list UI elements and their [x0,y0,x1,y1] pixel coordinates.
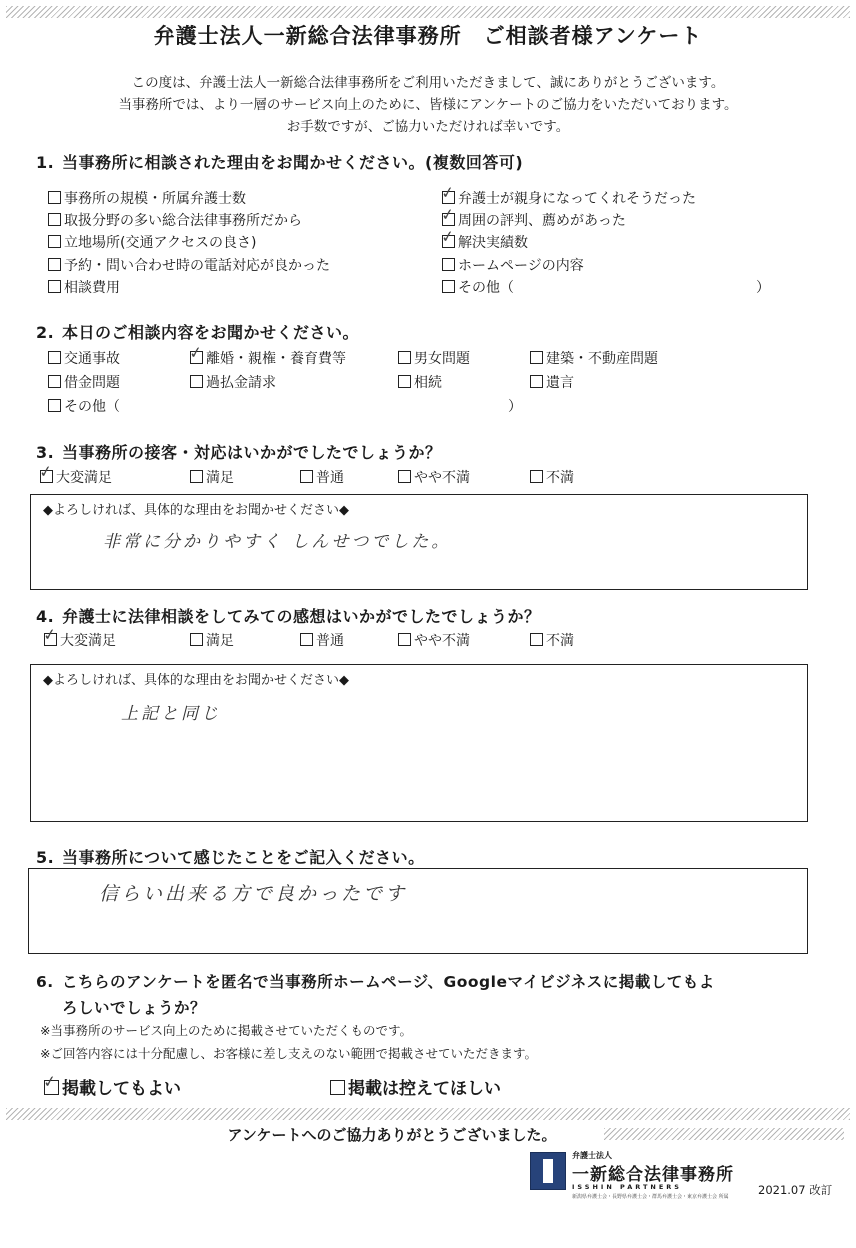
q1-title: 当事務所に相談された理由をお聞かせください。(複数回答可) [62,153,524,172]
q6-title-line2: ろしいでしょうか？ [62,999,207,1017]
q2-option-7[interactable]: 遺言 [530,372,574,392]
checkbox[interactable] [190,375,203,388]
q1-other-close: ） [756,280,770,296]
q4-option-3[interactable]: やや不満 [398,630,470,650]
q6-option-yes[interactable]: ✓ 掲載してもよい [41,1071,181,1099]
checkbox[interactable] [300,633,313,646]
q5-comment-text: 信らい出来る方で良かったです [99,883,408,905]
checkbox-checked[interactable] [439,226,456,248]
q4-comment-label: ◆よろしければ、具体的な理由をお聞かせください◆ [43,673,349,688]
logo-small-text: 弁護士法人 [572,1151,612,1160]
q2-option-0[interactable]: 交通事故 [48,348,120,368]
q4-number: 4. [36,607,55,626]
checkbox[interactable] [48,280,61,293]
bottom-stripe [6,1108,850,1120]
q3-heading [36,440,442,463]
q3-option-0[interactable]: ✓ 大変満足 [37,461,112,486]
page-title: 弁護士法人一新総合法律事務所 ご相談者様アンケート [153,24,703,48]
q6-note-2: ※ご回答内容には十分配慮し、お客様に差し支えのない範囲で掲載させていただきます。 [40,1046,537,1061]
q1-option-0[interactable]: 事務所の規模・所属弁護士数 [48,188,246,208]
q5-number: 5. [36,848,55,867]
revision-date: 2021.07 改訂 [758,1183,833,1197]
checkbox[interactable] [530,633,543,646]
checkbox[interactable] [530,375,543,388]
q4-option-0[interactable]: ✓ 大変満足 [41,624,116,649]
q6-heading [36,970,715,992]
checkbox[interactable] [190,633,203,646]
q1-option-9[interactable]: その他（ [442,277,514,297]
q6-option-no[interactable]: 掲載は控えてほしい [330,1074,501,1099]
q3-comment-text: 非常に分かりやすく しんせつでした。 [103,532,452,552]
q2-option-5[interactable]: 過払金請求 [190,372,276,392]
q4-option-1[interactable]: 満足 [190,630,234,650]
logo-affiliation: 新潟県弁護士会・長野県弁護士会・群馬弁護士会・東京弁護士会 所属 [572,1194,729,1200]
check-mark-icon: ✓ [187,342,204,363]
q1-option-5[interactable]: ✓ 弁護士が親身になってくれそうだった [439,182,696,207]
checkbox[interactable] [530,351,543,364]
q1-option-6[interactable]: ✓ 周囲の評判、薦めがあった [439,204,626,229]
q3-option-4[interactable]: 不満 [530,467,574,487]
logo-en: ISSHIN PARTNERS [572,1183,682,1191]
logo-mark-icon [530,1152,566,1190]
checkbox[interactable] [530,470,543,483]
q3-comment-box[interactable] [30,494,808,590]
q4-title: 弁護士に法律相談をしてみての感想はいかがでしたでしょうか？ [62,607,541,626]
checkbox[interactable] [48,258,61,271]
q2-option-2[interactable]: 男女問題 [398,348,470,368]
q1-option-2[interactable]: 立地場所(交通アクセスの良さ) [48,232,257,252]
checkbox[interactable] [398,351,411,364]
checkbox[interactable] [330,1080,345,1095]
checkbox-checked[interactable] [41,1071,59,1095]
intro-line-1: この度は、弁護士法人一新総合法律事務所をご利用いただきまして、誠にありがとうございます。 [131,75,725,91]
q3-option-1[interactable]: 満足 [190,467,234,487]
checkbox-checked[interactable] [37,461,54,483]
checkbox-checked[interactable] [439,204,456,226]
q2-option-1[interactable]: ✓ 離婚・親権・養育費等 [187,342,346,367]
check-mark-icon: ✓ [41,1071,58,1092]
q6-note-1: ※当事務所のサービス向上のために掲載させていただくものです。 [40,1023,412,1038]
checkbox[interactable] [48,351,61,364]
checkbox[interactable] [398,375,411,388]
q1-option-7[interactable]: ✓ 解決実績数 [439,226,528,251]
q1-option-3[interactable]: 予約・問い合わせ時の電話対応が良かった [48,255,330,275]
check-mark-icon: ✓ [41,624,58,645]
q2-option-other[interactable]: その他（ [48,396,120,416]
checkbox[interactable] [48,375,61,388]
checkbox[interactable] [48,399,61,412]
q1-number: 1. [36,153,55,172]
q4-option-2[interactable]: 普通 [300,630,344,650]
checkbox[interactable] [48,235,61,248]
q1-option-1[interactable]: 取扱分野の多い総合法律事務所だから [48,210,302,230]
q2-option-3[interactable]: 建築・不動産問題 [530,348,658,368]
q4-heading [36,604,541,627]
q1-option-8[interactable]: ホームページの内容 [442,255,584,275]
top-stripe [6,6,850,18]
q2-other-close: ） [508,399,522,415]
q2-option-6[interactable]: 相続 [398,372,442,392]
q2-option-4[interactable]: 借金問題 [48,372,120,392]
intro-line-2: 当事務所では、より一層のサービス向上のために、皆様にアンケートのご協力をいただいております。 [118,97,738,113]
checkbox-checked[interactable] [187,342,204,364]
q3-title: 当事務所の接客・対応はいかがでしたでしょうか？ [62,443,442,462]
q3-number: 3. [36,443,55,462]
logo-name: 一新総合法律事務所 [572,1165,734,1185]
q2-number: 2. [36,323,55,342]
checkbox[interactable] [398,470,411,483]
q5-heading [36,845,425,868]
checkbox[interactable] [442,258,455,271]
q6-title-line1: こちらのアンケートを匿名で当事務所ホームページ、Googleマイビジネスに掲載してもよ [62,973,715,991]
q1-option-4[interactable]: 相談費用 [48,277,120,297]
check-mark-icon: ✓ [37,461,54,482]
q2-heading [36,320,359,343]
checkbox[interactable] [300,470,313,483]
q4-option-4[interactable]: 不満 [530,630,574,650]
thanks-message: アンケートへのご協力ありがとうございました。 [227,1126,557,1144]
check-mark-icon: ✓ [439,226,456,247]
checkbox-checked[interactable] [439,182,456,204]
q3-option-2[interactable]: 普通 [300,467,344,487]
q5-title: 当事務所について感じたことをご記入ください。 [62,848,425,867]
intro-text [0,72,856,138]
checkbox[interactable] [48,191,61,204]
q2-title: 本日のご相談内容をお聞かせください。 [62,323,360,342]
q5-comment-box[interactable] [28,868,808,954]
check-mark-icon: ✓ [439,204,456,225]
check-mark-icon: ✓ [439,182,456,203]
q3-option-3[interactable]: やや不満 [398,467,470,487]
q4-comment-text: 上記と同じ [121,704,221,724]
checkbox[interactable] [48,213,61,226]
q4-comment-box[interactable] [30,664,808,822]
q3-comment-label: ◆よろしければ、具体的な理由をお聞かせください◆ [43,503,349,518]
checkbox[interactable] [190,470,203,483]
q1-heading [36,150,523,173]
intro-line-3: お手数ですが、ご協力いただければ幸いです。 [286,119,570,135]
checkbox-checked[interactable] [41,624,58,646]
footer-stripe-right [604,1128,844,1140]
q6-number: 6. [36,973,54,991]
checkbox[interactable] [398,633,411,646]
checkbox[interactable] [442,280,455,293]
